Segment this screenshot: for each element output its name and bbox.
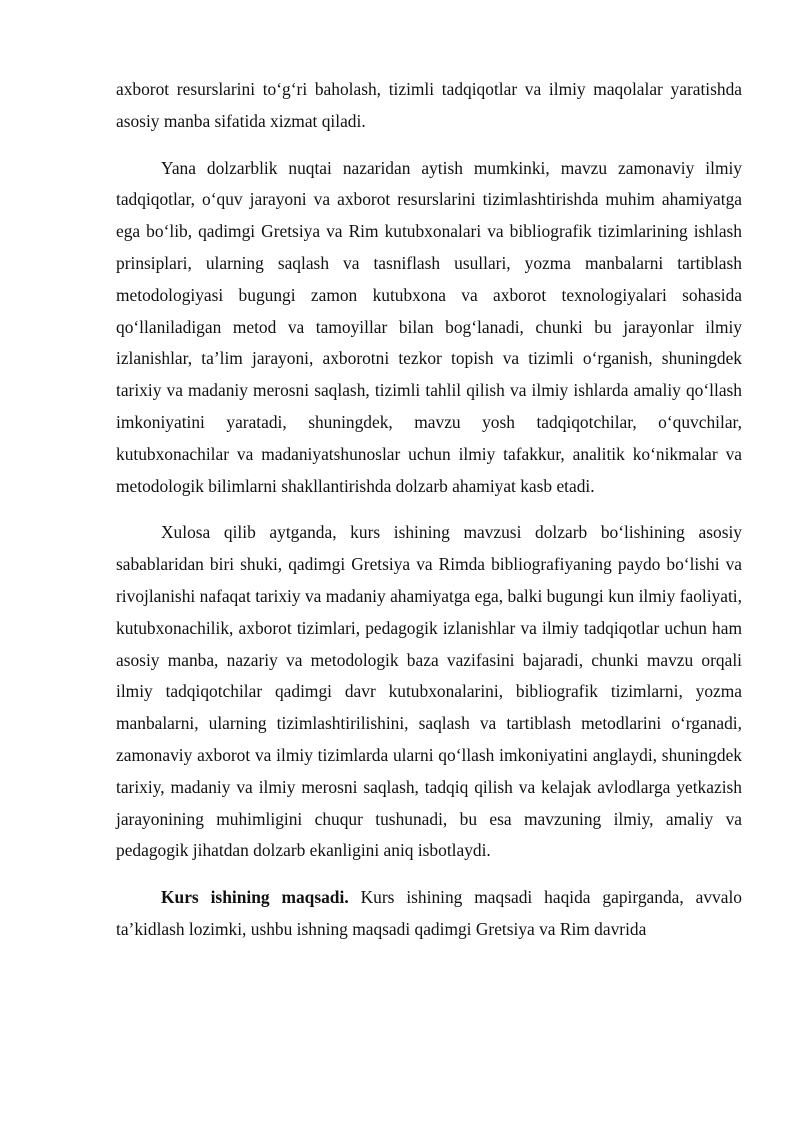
document-page	[116, 74, 742, 946]
paragraph-conclusion	[116, 517, 742, 867]
paragraph-relevance	[116, 153, 742, 503]
section-heading-inline: Kurs ishining maqsadi.	[161, 887, 349, 908]
paragraph-text: Xulosa qilib aytganda, kurs ishining mavzusi dolzarb bo‘lishining asosiy sabablaridan biri shuki, qadimgi Gretsiya va Rimda bibliografiyaning paydo bo‘lishi va rivojlanishi nafaqat tarixiy va madaniy ahamiyatga ega, balki bugungi kun ilmiy faoliyati, kutubxonachilik, axborot tizimlari, pedagogik izlanishlar va ilmiy tadqiqotlar uchun ham asosiy manba, nazariy va metodologik baza vazifasini bajaradi, chunki mavzu orqali ilmiy tadqiqotchilar qadimgi davr kutubxonalarini, bibliografik tizimlarni, yozma manbalarni, ularning tizimlashtirilishini, saqlash va tartiblash metodlarini o‘rganadi, zamonaviy axborot va ilmiy tizimlarda ularni qo‘llash imkoniyatini anglaydi, shuningdek tarixiy, madaniy va ilmiy merosni saqlash, tadqiq qilish va kelajak avlodlarga yetkazish jarayonining muhimligini chuqur tushunadi, bu esa mavzuning ilmiy, amaliy va pedagogik jihatdan dolzarb ekanligini aniq isbotlaydi.	[116, 522, 742, 861]
paragraph-continuation	[116, 74, 742, 138]
paragraph-goal	[116, 882, 742, 946]
paragraph-text: Yana dolzarblik nuqtai nazaridan aytish mumkinki, mavzu zamonaviy ilmiy tadqiqotlar, o‘quv jarayoni va axborot resurslarini tizimlashtirishda muhim ahamiyatga ega bo‘lib, qadimgi Gretsiya va Rim kutubxonalari va bibliografik tizimlarining ishlash prinsiplari, ularning saqlash va tasniflash usullari, yozma manbalarni tartiblash metodologiyasi bugungi zamon kutubxona va axborot texnologiyalari sohasida qo‘llaniladigan metod va tamoyillar bilan bog‘lanadi, chunki bu jarayonlar ilmiy izlanishlar, ta’lim jarayoni, axborotni tezkor topish va tizimli o‘rganish, shuningdek tarixiy va madaniy merosni saqlash, tizimli tahlil qilish va ilmiy ishlarda amaliy qo‘llash imkoniyatini yaratadi, shuningdek, mavzu yosh tadqiqotchilar, o‘quvchilar, kutubxonachilar va madaniyatshunoslar uchun ilmiy tafakkur, analitik ko‘nikmalar va metodologik bilimlarni shakllantirishda dolzarb ahamiyat kasb etadi.	[116, 157, 742, 496]
paragraph-text: axborot resurslarini to‘g‘ri baholash, tizimli tadqiqotlar va ilmiy maqolalar yaratishda asosiy manba sifatida xizmat qiladi.	[116, 79, 742, 131]
paragraph-text: Kurs ishining maqsadi haqida gapirganda, avvalo ta’kidlash lozimki, ushbu ishning maqsadi qadimgi Gretsiya va Rim davrida	[116, 887, 742, 939]
